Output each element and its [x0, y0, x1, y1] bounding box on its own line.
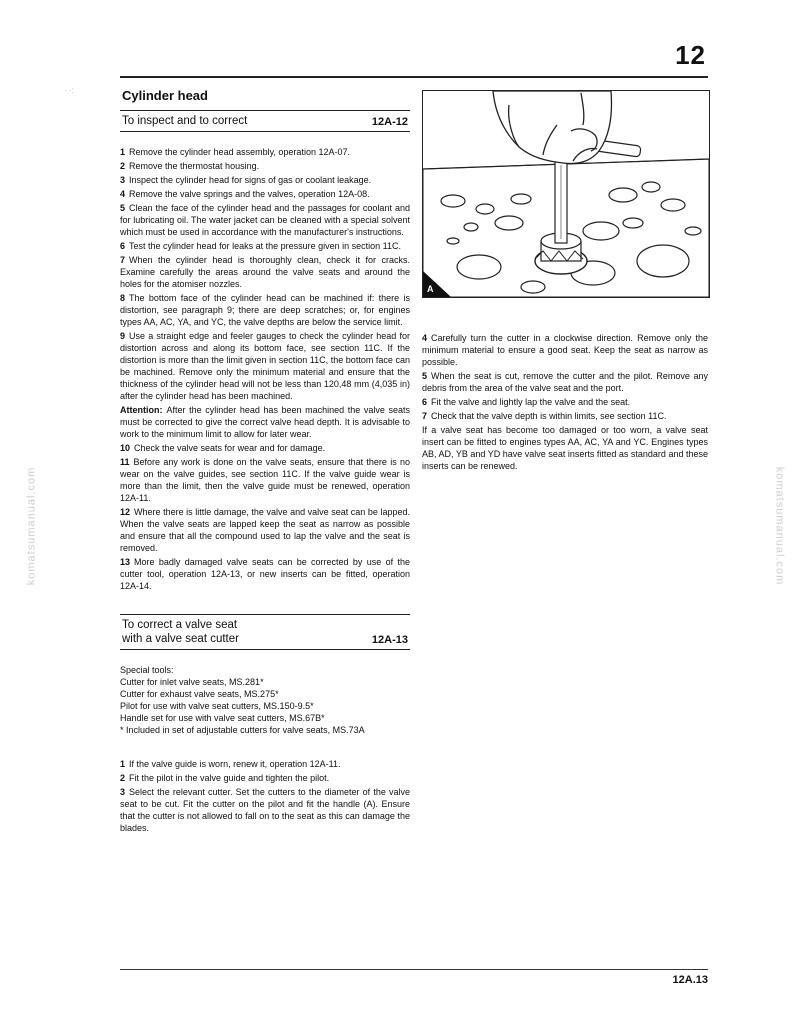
inspect-heading-title: To inspect and to correct — [122, 115, 248, 127]
step-paragraph: 4 Carefully turn the cutter in a clockwise direction. Remove only the minimum material to ensure a good seat. Keep the seat as narrow as possible. — [422, 333, 708, 367]
step-paragraph: 9 Use a straight edge and feeler gauges to check the cylinder head for distortion across and along its bottom face, see section 11C. If the distortion is more than the limit given in section 11C, the bottom face can be machined. Remove only the minimum material and ensure that the thickness of the cylinder head will not be less than 120,48 mm (4,035 in) after the cylinder head has been machined. — [120, 331, 410, 401]
footer-page-number: 12A.13 — [672, 974, 708, 986]
scan-speckles: · ·: — [64, 86, 74, 95]
inspect-steps — [120, 146, 410, 592]
step-paragraph: 6 Test the cylinder head for leaks at the pressure given in section 11C. — [120, 241, 401, 251]
step-paragraph: 3 Select the relevant cutter. Set the cutters to the diameter of the valve seat to be cut. Fit the cutter on the pilot and fit the handle (A). Ensure that the cutter is not allowed to fall on to the seat as this can damage the blades. — [120, 787, 410, 833]
inspect-heading — [120, 110, 410, 132]
inspect-operation-number: 12A-12 — [371, 116, 408, 128]
step-paragraph: 2 Fit the pilot in the valve guide and tighten the pilot. — [120, 773, 330, 783]
chapter-number: 12 — [675, 40, 706, 70]
tool-item: Pilot for use with valve seat cutters, MS.150-9.5* — [120, 701, 314, 711]
tool-item: Cutter for exhaust valve seats, MS.275* — [120, 689, 279, 699]
step-paragraph: 10 Check the valve seats for wear and for damage. — [120, 443, 326, 453]
step-paragraph: 3 Inspect the cylinder head for signs of gas or coolant leakage. — [120, 175, 372, 185]
special-tools — [120, 664, 410, 736]
figure-label-text: A — [427, 284, 434, 294]
step-paragraph: 1 If the valve guide is worn, renew it, operation 12A-11. — [120, 759, 341, 769]
step-paragraph: 5 When the seat is cut, remove the cutter and the pilot. Remove any debris from the area of the valve seat and the port. — [422, 371, 708, 393]
step-paragraph: 4 Remove the valve springs and the valves, operation 12A-08. — [120, 189, 370, 199]
attention-note: Attention: After the cylinder head has been machined the valve seats must be corrected to give the correct valve head depth. It is advisable to work to the minimum limit to allow for later wear. — [120, 405, 410, 439]
tool-item: Cutter for inlet valve seats, MS.281* — [120, 677, 264, 687]
insert-note: If a valve seat has become too damaged or too worn, a valve seat insert can be fitted to engines types AA, AC, YA and YC. Engines types AB, AD, YB and YD have valve seat inserts fitted as standard and these inserts can be renewed. — [422, 425, 708, 471]
step-paragraph: 6 Fit the valve and lightly lap the valve and the seat. — [422, 397, 631, 407]
step-paragraph: 12 Where there is little damage, the valve and valve seat can be lapped. When the valve seats are lapped keep the seat as narrow as possible and ensure that all the compound used to lap the valve and the seat is removed. — [120, 507, 410, 553]
step-paragraph: 7 When the cylinder head is thoroughly clean, check it for cracks. Examine carefully the areas around the valve seats and around the holes for the atomiser nozzles. — [120, 255, 410, 289]
left-column — [120, 90, 410, 836]
cutter-drawing — [423, 91, 709, 297]
section-title: Cylinder head — [122, 88, 208, 103]
tool-footnote: * Included in set of adjustable cutters for valve seats, MS.73A — [120, 725, 365, 735]
hand-drawing — [493, 91, 612, 164]
step-paragraph: 8 The bottom face of the cylinder head can be machined if: there is distortion, see paragraph 9; there are deep scratches; or, for engines types AA, AC, YA, and YC, the valve depths are below the service limit. — [120, 293, 410, 327]
watermark-left: komatsumanual.com — [25, 466, 38, 586]
step-paragraph: 1 Remove the cylinder head assembly, operation 12A-07. — [120, 147, 350, 157]
step-paragraph: 7 Check that the valve depth is within limits, see section 11C. — [422, 411, 667, 421]
right-column — [422, 90, 708, 474]
bottom-rule — [120, 969, 708, 970]
cutter-heading-title: To correct a valve seat with a valve seat cutter — [122, 619, 239, 645]
valve-seat-cutter-illustration — [422, 90, 710, 298]
cutter-heading — [120, 614, 410, 650]
cutter-steps — [120, 758, 410, 834]
cutter-operation-number: 12A-13 — [371, 634, 408, 646]
figure-label — [423, 271, 449, 297]
step-paragraph: 5 Clean the face of the cylinder head and the passages for coolant and for lubricating oil. The water jacket can be cleaned with a special solvent which must be used in accordance with the manufacturer's instructions. — [120, 203, 410, 237]
step-paragraph: 2 Remove the thermostat housing. — [120, 161, 260, 171]
top-rule — [120, 76, 708, 78]
watermark-right: komatsumanual.com — [773, 466, 786, 586]
step-paragraph: 13 More badly damaged valve seats can be corrected by use of the cutter tool, operation 12A-13, or new inserts can be fitted, operation 12A-14. — [120, 557, 410, 591]
tool-item: Handle set for use with valve seat cutters, MS.67B* — [120, 713, 325, 723]
tools-heading: Special tools: — [120, 665, 174, 675]
cutter-continued-steps — [422, 332, 708, 472]
step-paragraph: 11 Before any work is done on the valve seats, ensure that there is no wear on the valve guides, see section 11C. If the valve guide wear is more than the limit, then the valve guide must be renewed, operation 12A-11. — [120, 457, 410, 503]
